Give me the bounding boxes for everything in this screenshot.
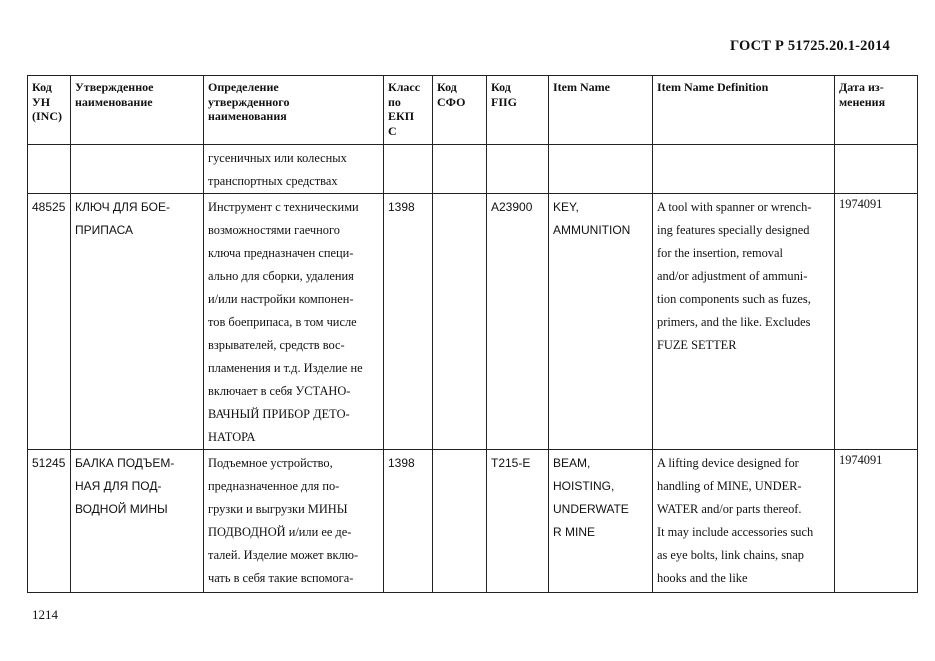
table-row <box>28 194 918 450</box>
change-date-cell: 1974091 <box>835 194 918 450</box>
header-definition: Определение утвержденного наименования <box>204 76 384 145</box>
header-change-date: Дата из- менения <box>835 76 918 145</box>
page-number: 1214 <box>32 607 58 622</box>
approved-name-cell: КЛЮЧ ДЛЯ БОЕ- ПРИПАСА <box>71 194 204 450</box>
inc-cell: 51245 <box>28 450 71 593</box>
approved-name-cell: БАЛКА ПОДЪЕМ- НАЯ ДЛЯ ПОД- ВОДНОЙ МИНЫ <box>71 450 204 593</box>
fiig-cell: T215-E <box>487 450 549 593</box>
table-row <box>28 450 918 593</box>
definition-cell: Инструмент с техническими возможностями гаечного ключа предназначен специ- ально для сборки, удаления и/или настройки компонен- тов боеприпаса, в том числе взрывателей, средств вос- пламенения и т.д. Изделие не включает в себя УСТАНО- ВАЧНЫЙ ПРИБОР ДЕТО- НАТОРА <box>204 194 384 450</box>
sfo-cell <box>433 450 487 593</box>
header-inc: Код УН (INC) <box>28 76 71 145</box>
header-class: Класс по ЕКП С <box>384 76 433 145</box>
inc-cell: 48525 <box>28 194 71 450</box>
header-item-name: Item Name <box>549 76 653 145</box>
class-cell: 1398 <box>384 450 433 593</box>
item-definition-cell: A tool with spanner or wrench- ing features specially designed for the insertion, removal and/or adjustment of ammuni- tion components such as fuzes, primers, and the like. Excludes FUZE SETTER <box>653 194 835 450</box>
change-date-cell: 1974091 <box>835 450 918 593</box>
header-sfo: Код СФО <box>433 76 487 145</box>
header-approved-name: Утвержденное наименование <box>71 76 204 145</box>
header-item-definition: Item Name Definition <box>653 76 835 145</box>
definition-cell: Подъемное устройство, предназначенное для по- грузки и выгрузки МИНЫ ПОДВОДНОЙ и/или ее де- талей. Изделие может вклю- чать в себя такие вспомога- <box>204 450 384 593</box>
standard-number: ГОСТ Р 51725.20.1-2014 <box>729 38 890 54</box>
header-fiig: Код FIIG <box>487 76 549 145</box>
catalog-table <box>27 75 918 593</box>
sfo-cell <box>433 194 487 450</box>
header-row <box>28 76 918 145</box>
class-cell: 1398 <box>384 194 433 450</box>
fiig-cell: A23900 <box>487 194 549 450</box>
table-row-continuation <box>28 145 918 194</box>
item-definition-cell: A lifting device designed for handling of MINE, UNDER- WATER and/or parts thereof. It may include accessories such as eye bolts, link chains, snap hooks and the like <box>653 450 835 593</box>
item-name-cell: BEAM, HOISTING, UNDERWATE R MINE <box>549 450 653 593</box>
definition-cell: гусеничных или колесных транспортных средствах <box>204 145 384 194</box>
item-name-cell: KEY, AMMUNITION <box>549 194 653 450</box>
